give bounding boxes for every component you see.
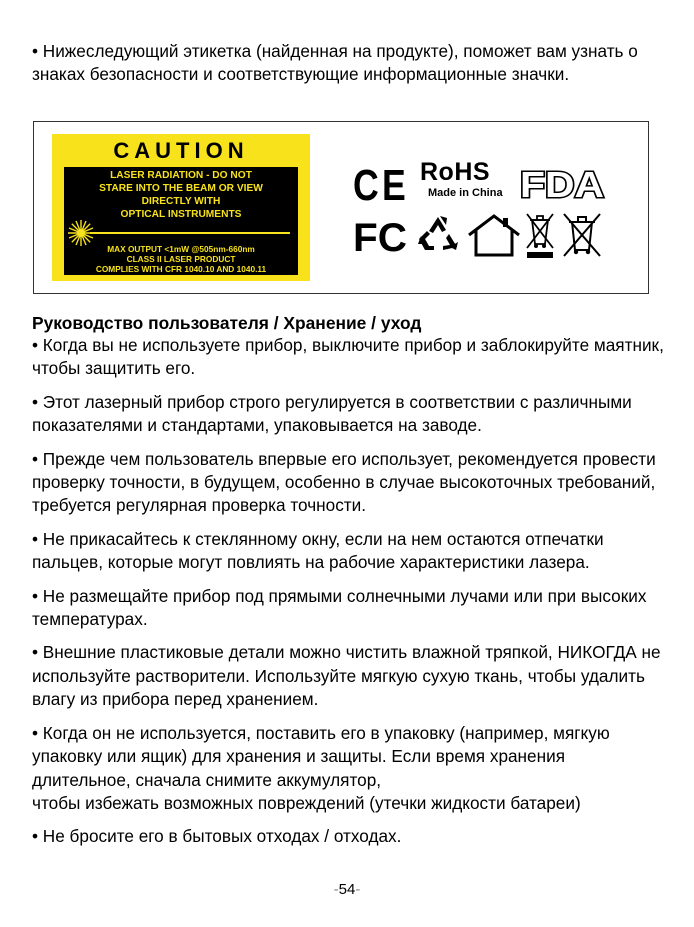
weee-bin-icon bbox=[525, 210, 555, 260]
recycle-icon bbox=[416, 214, 460, 256]
caution-line-1: LASER RADIATION - DO NOT bbox=[110, 170, 252, 181]
intro-text: • Нижеследующий этикетка (найденная на продукте), поможет вам узнать о знаках безопасности и соответствующие информационные значки. bbox=[32, 41, 638, 85]
caution-spec-3: COMPLIES WITH CFR 1040.10 AND 1040.11 bbox=[95, 264, 267, 274]
page-number bbox=[0, 881, 694, 899]
paragraph-7: • Когда он не используется, поставить его в упаковку (например, мягкую упаковку или ящик) для хранения и защиты. Если время хранения длительное, сначала снимите аккумулятор, bbox=[32, 722, 610, 790]
made-in-china-text: Made in China bbox=[428, 187, 503, 199]
paragraph-6: • Внешние пластиковые детали можно чистить влажной тряпкой, НИКОГДА не используйте растворители. Используйте мягкую сухую ткань, чтобы удалить влагу из прибора перед хранением. bbox=[32, 642, 661, 710]
paragraph-3: • Прежде чем пользователь впервые его использует, рекомендуется провести проверку точности, в будущем, особенно в случае высокоточных требований, требуется регулярная проверка точности. bbox=[32, 448, 656, 516]
care-instructions-list bbox=[32, 334, 668, 859]
caution-title: CAUTION bbox=[113, 138, 249, 163]
rohs-mark: RoHS bbox=[420, 158, 491, 186]
caution-spec-2: CLASS II LASER PRODUCT bbox=[126, 254, 236, 264]
house-icon bbox=[466, 213, 522, 258]
laser-starburst-icon bbox=[67, 219, 95, 247]
paragraph-2: • Этот лазерный прибор строго регулируется в соответствии с различными показателями и стандартами, упаковывается на заводе. bbox=[32, 391, 632, 436]
paragraph-8: • Не бросите его в бытовых отходах / отходах. bbox=[32, 826, 402, 847]
section-title: Руководство пользователя / Хранение / уход bbox=[32, 313, 422, 333]
ce-mark-icon bbox=[353, 161, 411, 210]
fcc-mark-text: FC bbox=[353, 216, 407, 260]
page-number-dash-right: - bbox=[355, 881, 361, 898]
caution-line-3: DIRECTLY WITH bbox=[141, 196, 221, 207]
caution-inner-panel bbox=[64, 167, 298, 275]
caution-line-2: STARE INTO THE BEAM OR VIEW bbox=[99, 183, 263, 194]
laser-beam-line bbox=[90, 232, 290, 234]
paragraph-1: • Когда вы не используете прибор, выключите прибор и заблокируйте маятник, чтобы защитить его. bbox=[32, 335, 664, 379]
ce-mark-text: CE bbox=[353, 161, 409, 210]
page-number-dash-left: - bbox=[333, 881, 339, 898]
caution-spec-1: MAX OUTPUT <1mW @505nm-660nm bbox=[107, 244, 255, 254]
fda-mark-icon bbox=[519, 164, 607, 205]
paragraph-4: • Не прикасайтесь к стеклянному окну, если на нем остаются отпечатки пальцев, которые могут повлиять на рабочие характеристики лазера. bbox=[32, 528, 604, 573]
paragraph-5: • Не размещайте прибор под прямыми солнечными лучами или при высоких температурах. bbox=[32, 585, 647, 630]
caution-label bbox=[52, 134, 310, 281]
fcc-mark-icon bbox=[352, 215, 408, 260]
fda-mark-text: FDA bbox=[520, 164, 604, 205]
page-number-value: 54 bbox=[338, 881, 356, 898]
weee-bin-icon bbox=[562, 210, 602, 258]
caution-line-4: OPTICAL INSTRUMENTS bbox=[120, 209, 242, 220]
intro-paragraph bbox=[32, 40, 668, 87]
paragraph-7-continued: чтобы избежать возможных повреждений (утечки жидкости батареи) bbox=[32, 792, 581, 813]
